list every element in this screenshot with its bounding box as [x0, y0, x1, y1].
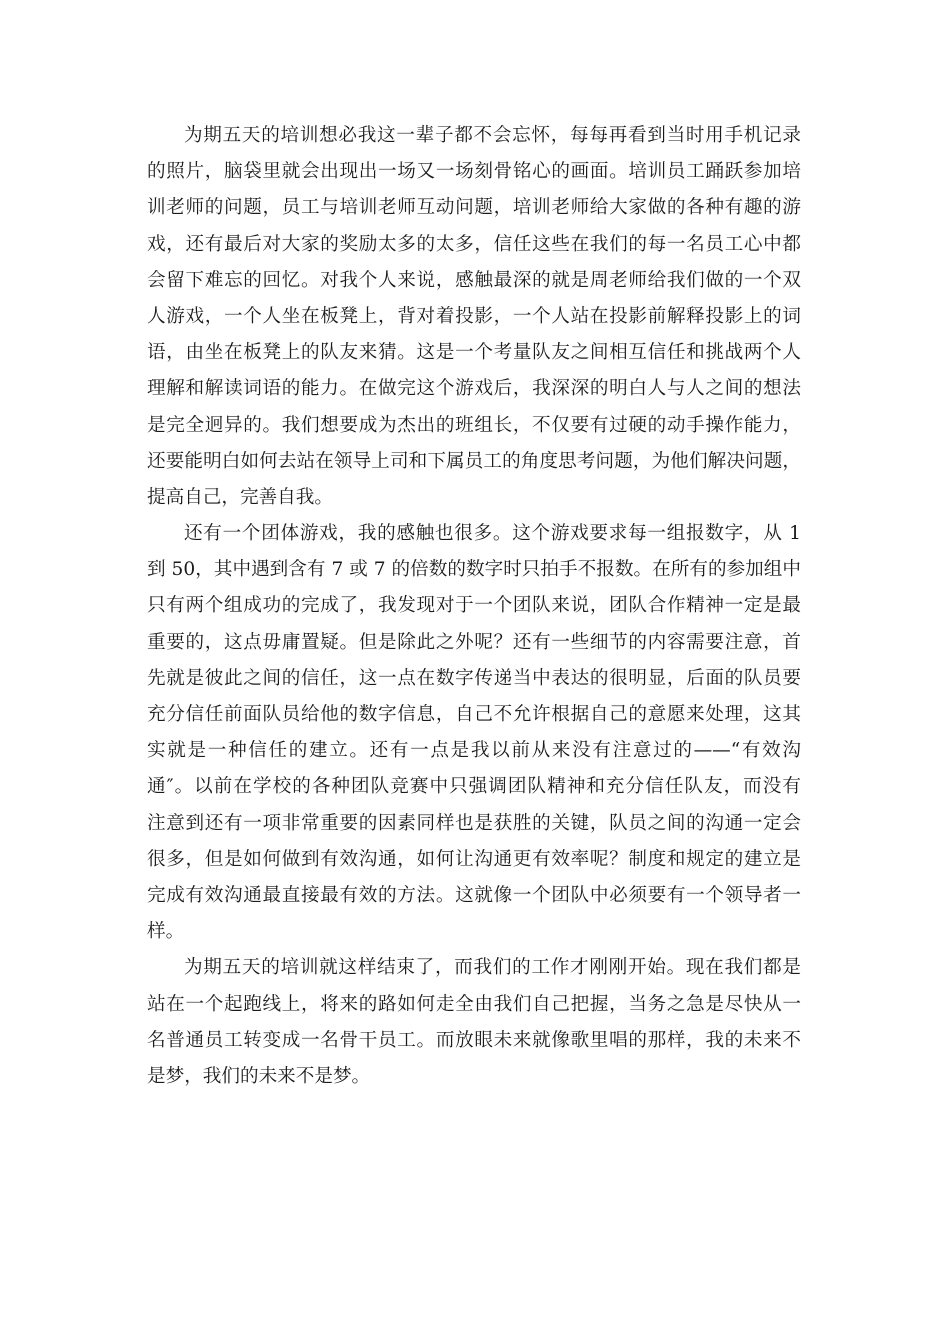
text-line: 通″。以前在学校的各种团队竞赛中只强调团队精神和充分信任队友，而没有 — [147, 776, 801, 798]
text-line: 为期五天的培训就这样结束了，而我们的工作才刚刚开始。现在我们都是 — [184, 957, 801, 979]
text-line: 样。 — [147, 921, 185, 943]
text-line: 是完全迥异的。我们想要成为杰出的班组长，不仅要有过硬的动手操作能力， — [147, 414, 801, 436]
text-line: 戏，还有最后对大家的奖励太多的太多，信任这些在我们的每一名员工心中都 — [147, 233, 801, 255]
text-line: 名普通员工转变成一名骨干员工。而放眼未来就像歌里唱的那样，我的未来不 — [147, 1029, 801, 1051]
text-line: 实就是一种信任的建立。还有一点是我以前从来没有注意过的——“有效沟 — [147, 740, 801, 762]
text-line: 会留下难忘的回忆。对我个人来说，感触最深的就是周老师给我们做的一个双 — [147, 269, 801, 291]
text-line: 只有两个组成功的完成了，我发现对于一个团队来说，团队合作精神一定是最 — [147, 595, 801, 617]
text-line: 还要能明白如何去站在领导上司和下属员工的角度思考问题，为他们解决问题， — [147, 450, 801, 472]
text-line: 理解和解读词语的能力。在做完这个游戏后，我深深的明白人与人之间的想法 — [147, 378, 801, 400]
text-line: 到 50，其中遇到含有 7 或 7 的倍数的数字时只拍手不报数。在所有的参加组中 — [147, 559, 801, 581]
text-line: 很多，但是如何做到有效沟通，如何让沟通更有效率呢？制度和规定的建立是 — [147, 848, 801, 870]
document-body — [147, 118, 801, 1095]
text-line: 注意到还有一项非常重要的因素同样也是获胜的关键，队员之间的沟通一定会 — [147, 812, 801, 834]
text-line: 提高自己，完善自我。 — [147, 486, 333, 508]
text-line: 充分信任前面队员给他的数字信息，自己不允许根据自己的意愿来处理，这其 — [147, 704, 801, 725]
text-line: 完成有效沟通最直接最有效的方法。这就像一个团队中必须要有一个领导者一 — [147, 884, 801, 906]
text-line: 的照片，脑袋里就会出现出一场又一场刻骨铭心的画面。培训员工踊跃参加培 — [147, 161, 801, 183]
paragraph-1 — [147, 118, 801, 516]
paragraph-2 — [147, 516, 801, 950]
text-line: 为期五天的培训想必我这一辈子都不会忘怀，每每再看到当时用手机记录 — [184, 125, 801, 146]
paragraph-3 — [147, 950, 801, 1095]
text-line: 语，由坐在板凳上的队友来猜。这是一个考量队友之间相互信任和挑战两个人 — [147, 342, 801, 364]
text-line: 训老师的问题，员工与培训老师互动问题，培训老师给大家做的各种有趣的游 — [147, 197, 801, 219]
text-line: 人游戏，一个人坐在板凳上，背对着投影，一个人站在投影前解释投影上的词 — [147, 305, 801, 327]
text-line: 重要的，这点毋庸置疑。但是除此之外呢？还有一些细节的内容需要注意，首 — [147, 631, 801, 653]
text-line: 站在一个起跑线上，将来的路如何走全由我们自己把握，当务之急是尽快从一 — [147, 993, 801, 1015]
text-line: 是梦，我们的未来不是梦。 — [147, 1065, 371, 1087]
text-line: 还有一个团体游戏，我的感触也很多。这个游戏要求每一组报数字，从 1 — [184, 523, 801, 545]
text-line: 先就是彼此之间的信任，这一点在数字传递当中表达的很明显，后面的队员要 — [147, 667, 801, 689]
